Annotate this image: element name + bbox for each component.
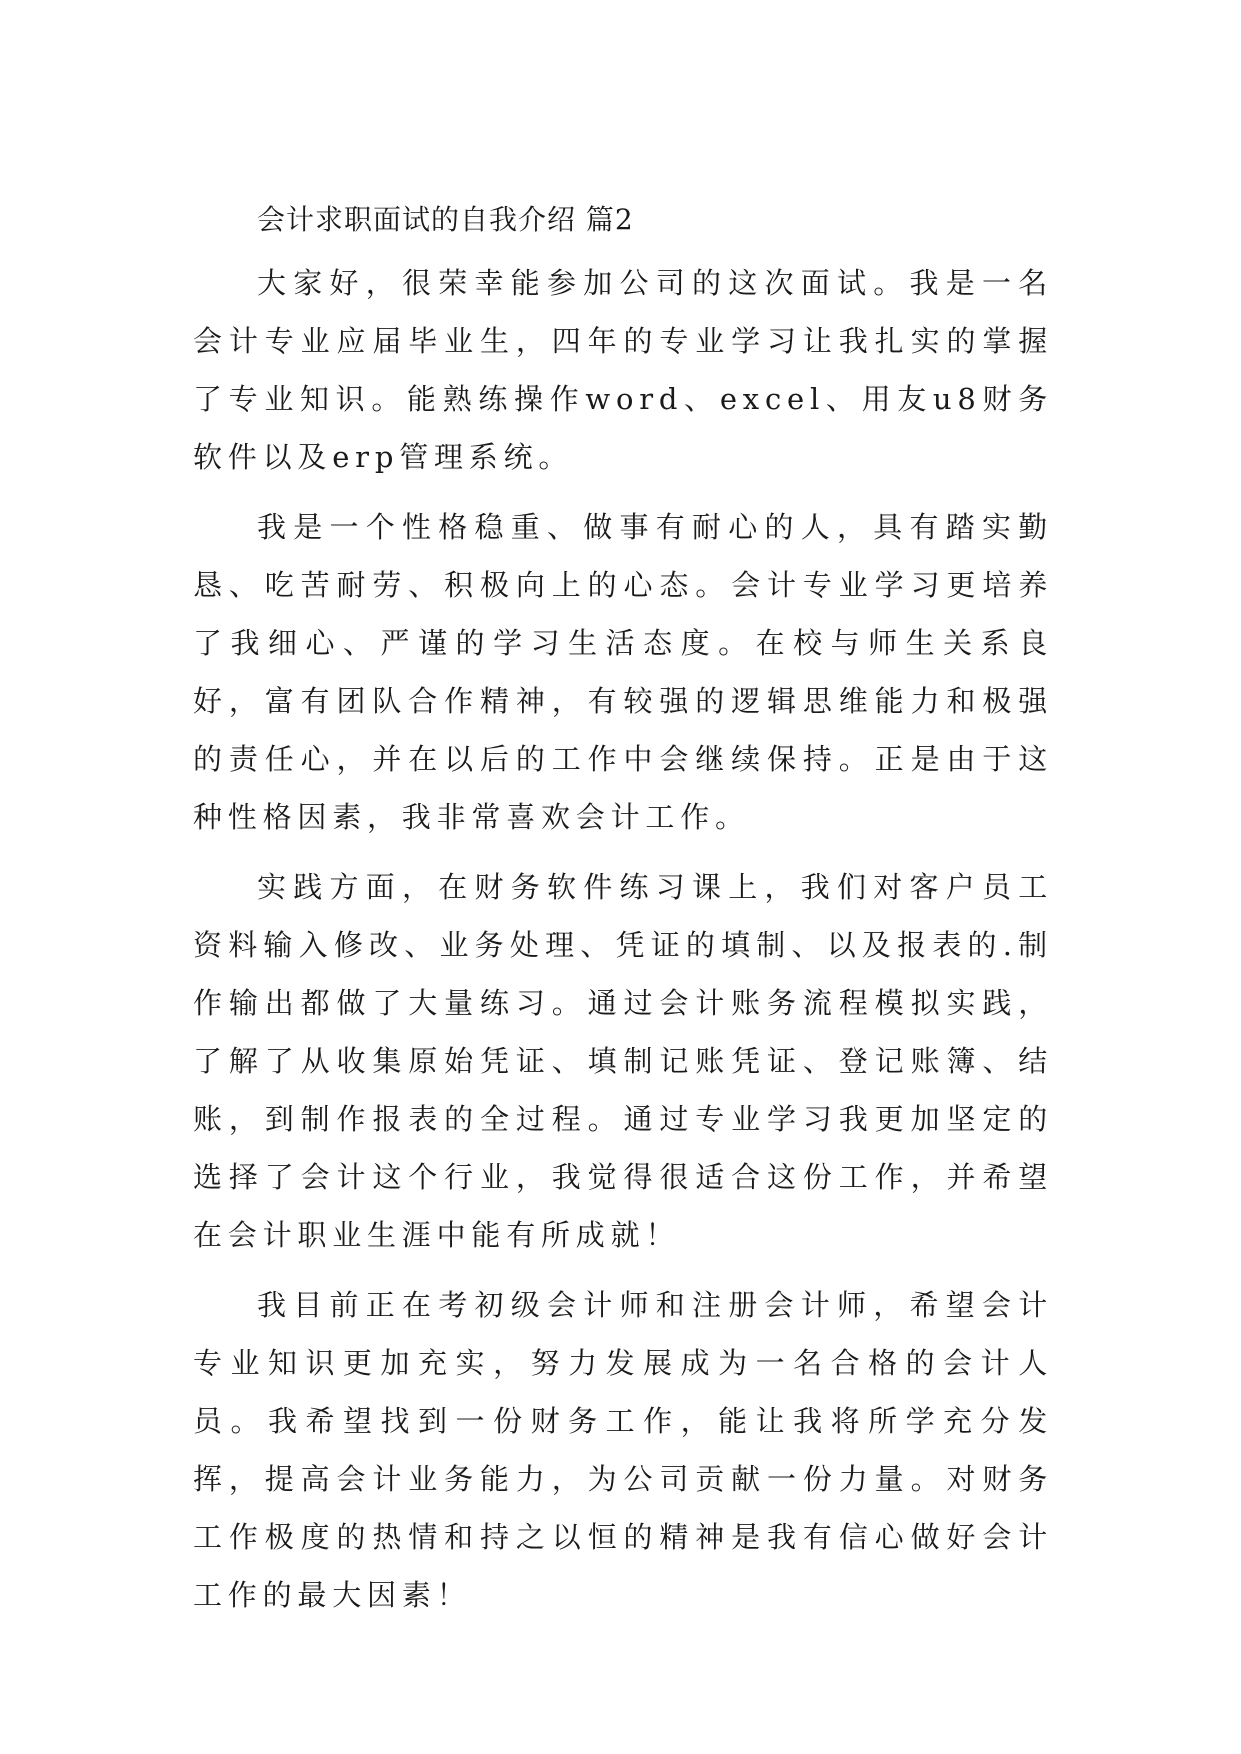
paragraph-practice: 实践方面，在财务软件练习课上，我们对客户员工资料输入修改、业务处理、凭证的填制、以及报表的.制作输出都做了大量练习。通过会计账务流程模拟实践，了解了从收集原始凭证、填制记账凭证、登记账簿、结账，到制作报表的全过程。通过专业学习我更加坚定的选择了会计这个行业，我觉得很适合这份工作，并希望在会计职业生涯中能有所成就！	[193, 870, 1053, 1252]
document-body	[193, 195, 1053, 1636]
paragraph-introduction: 大家好，很荣幸能参加公司的这次面试。我是一名会计专业应届毕业生，四年的专业学习让我扎实的掌握了专业知识。能熟练操作word、excel、用友u8财务软件以及erp管理系统。	[193, 266, 1053, 474]
document-title: 会计求职面试的自我介绍 篇2	[257, 203, 634, 236]
paragraph-personality: 我是一个性格稳重、做事有耐心的人，具有踏实勤恳、吃苦耐劳、积极向上的心态。会计专业学习更培养了我细心、严谨的学习生活态度。在校与师生关系良好，富有团队合作精神，有较强的逻辑思维能力和极强的责任心，并在以后的工作中会继续保持。正是由于这种性格因素，我非常喜欢会计工作。	[193, 510, 1053, 834]
paragraph-goals: 我目前正在考初级会计师和注册会计师，希望会计专业知识更加充实，努力发展成为一名合格的会计人员。我希望找到一份财务工作，能让我将所学充分发挥，提高会计业务能力，为公司贡献一份力量。对财务工作极度的热情和持之以恒的精神是我有信心做好会计工作的最大因素！	[193, 1288, 1053, 1612]
